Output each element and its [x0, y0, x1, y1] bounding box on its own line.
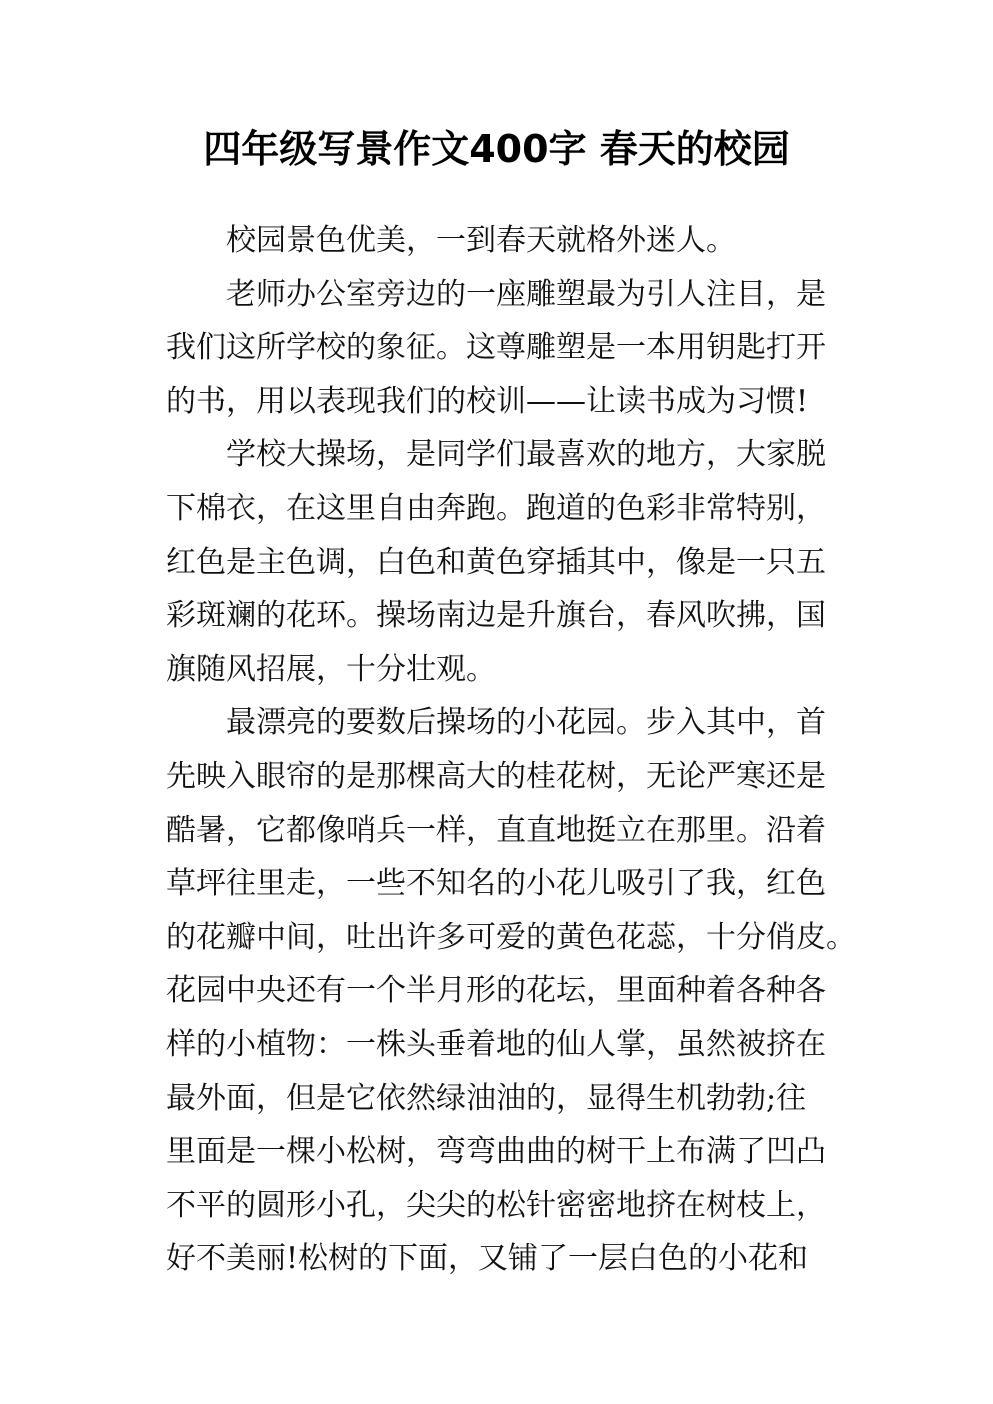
essay-line: 的花瓣中间，吐出许多可爱的黄色花蕊，十分俏皮。 — [166, 919, 856, 955]
essay-line: 下棉衣，在这里自由奔跑。跑道的色彩非常特别， — [166, 490, 826, 526]
essay-line: 校园景色优美，一到春天就格外迷人。 — [226, 223, 736, 258]
essay-line: 花园中央还有一个半月形的花坛，里面种着各种各 — [166, 973, 826, 1009]
essay-line: 最漂亮的要数后操场的小花园。步入其中，首 — [226, 705, 826, 741]
document-title: 四年级写景作文400字 春天的校园 — [203, 127, 790, 171]
essay-line: 草坪往里走，一些不知名的小花儿吸引了我，红色 — [166, 866, 826, 902]
essay-line: 红色是主色调，白色和黄色穿插其中，像是一只五 — [166, 544, 826, 580]
essay-line: 不平的圆形小孔，尖尖的松针密密地挤在树枝上， — [166, 1187, 826, 1223]
essay-body — [166, 214, 856, 1286]
essay-line: 最外面，但是它依然绿油油的，显得生机勃勃;往 — [166, 1080, 807, 1116]
essay-line: 里面是一棵小松树，弯弯曲曲的树干上布满了凹凸 — [166, 1134, 826, 1170]
essay-line: 先映入眼帘的是那棵高大的桂花树，无论严寒还是 — [166, 758, 826, 794]
essay-line: 学校大操场，是同学们最喜欢的地方，大家脱 — [226, 437, 826, 473]
essay-line: 旗随风招展，十分壮观。 — [166, 651, 496, 687]
essay-line: 我们这所学校的象征。这尊雕塑是一本用钥匙打开 — [166, 330, 826, 366]
essay-line: 的书，用以表现我们的校训——让读书成为习惯! — [166, 383, 809, 419]
essay-line: 样的小植物：一株头垂着地的仙人掌，虽然被挤在 — [166, 1026, 826, 1062]
essay-line: 好不美丽!松树的下面，又铺了一层白色的小花和 — [166, 1241, 809, 1277]
essay-line: 酷暑，它都像哨兵一样，直直地挺立在那里。沿着 — [166, 812, 826, 848]
essay-line: 老师办公室旁边的一座雕塑最为引人注目，是 — [226, 276, 826, 312]
essay-line: 彩斑斓的花环。操场南边是升旗台，春风吹拂，国 — [166, 598, 826, 634]
